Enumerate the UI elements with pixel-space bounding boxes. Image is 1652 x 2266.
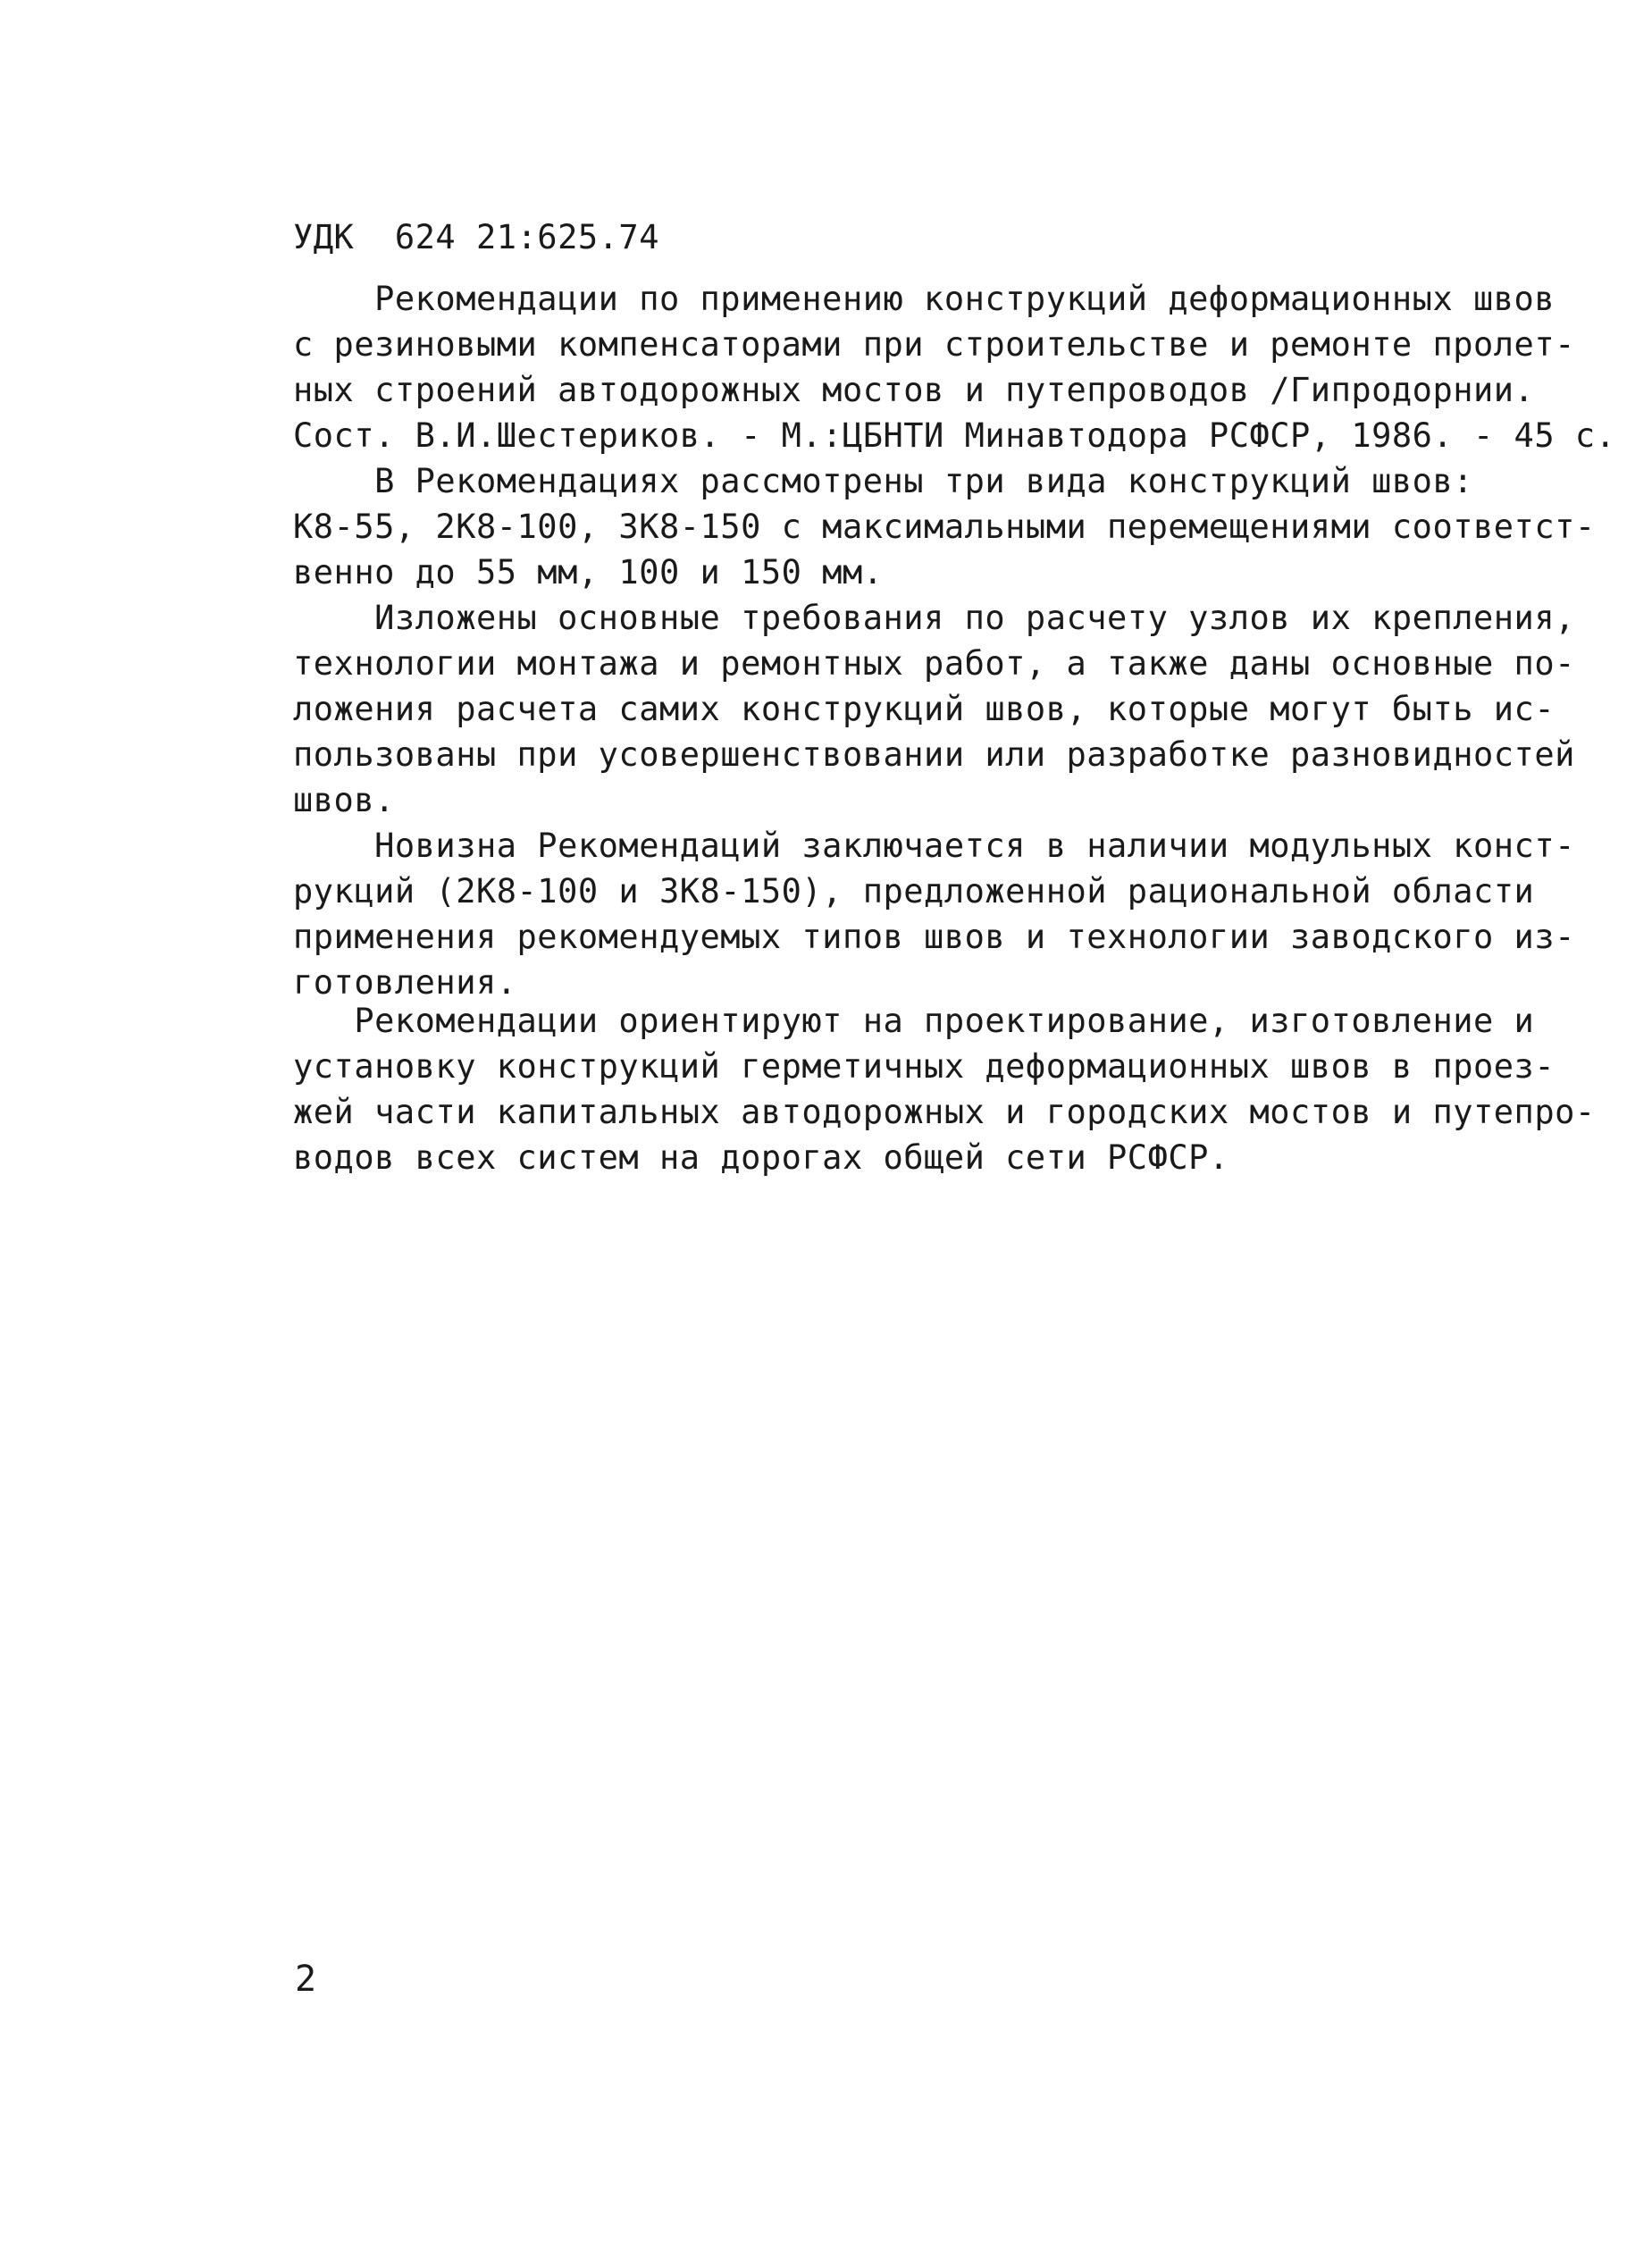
udk-code: УДК 624 21:625.74 — [293, 218, 659, 256]
text-line: жей части капитальных автодорожных и городских мостов и путепро- — [293, 1093, 1596, 1131]
text-line: Рекомендации ориентируют на проектирование, изготовление и — [293, 1002, 1535, 1040]
text-line: К8-55, 2К8-100, 3К8-150 с максимальными перемещениями соответст- — [293, 508, 1596, 546]
text-line: применения рекомендуемых типов швов и технологии заводского из- — [293, 918, 1575, 956]
text-line: технологии монтажа и ремонтных работ, а также даны основные по- — [293, 644, 1575, 683]
text-line: Рекомендации по применению конструкций деформационных швов — [293, 280, 1556, 318]
text-line: В Рекомендациях рассмотрены три вида конструкций швов: — [293, 462, 1474, 500]
text-line: швов. — [293, 781, 395, 819]
page-number: 2 — [295, 1959, 317, 2000]
text-line: пользованы при усовершенствовании или разработке разновидностей — [293, 735, 1575, 774]
text-line: венно до 55 мм, 100 и 150 мм. — [293, 553, 884, 592]
text-line: Сост. В.И.Шестериков. - М.:ЦБНТИ Минавтодора РСФСР, 1986. - 45 с. — [293, 416, 1616, 455]
text-line: водов всех систем на дорогах общей сети РСФСР. — [293, 1138, 1229, 1177]
text-line: рукций (2К8-100 и 3К8-150), предложенной рациональной области — [293, 872, 1535, 911]
text-line: установку конструкций герметичных деформационных швов в проез- — [293, 1047, 1556, 1086]
text-line: с резиновыми компенсаторами при строительстве и ремонте пролет- — [293, 325, 1575, 364]
text-line: Новизна Рекомендаций заключается в наличии модульных конст- — [293, 827, 1575, 865]
text-line: Изложены основные требования по расчету узлов их крепления, — [293, 599, 1575, 637]
text-line: готовления. — [293, 963, 517, 1002]
text-line: ных строений автодорожных мостов и путепроводов /Гипродорнии. — [293, 371, 1535, 409]
text-line: ложения расчета самих конструкций швов, которые могут быть ис- — [293, 690, 1556, 728]
